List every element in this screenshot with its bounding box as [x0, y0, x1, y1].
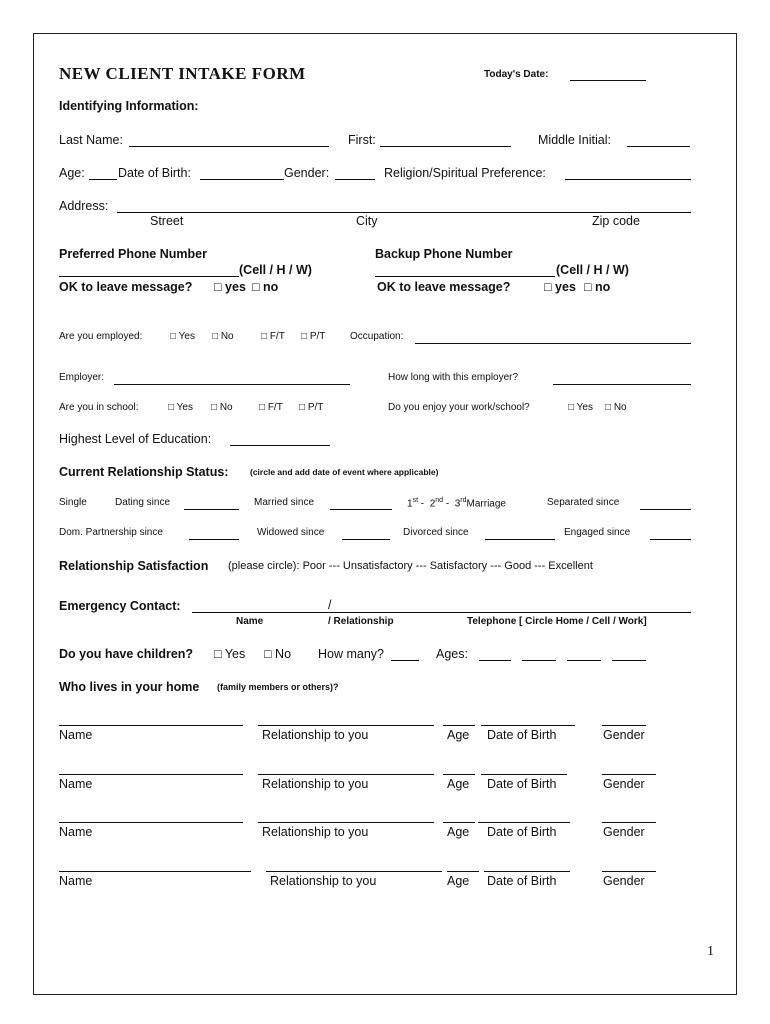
pt-label: P/T [309, 331, 326, 342]
household-heading-note: (family members or others)? [217, 682, 339, 692]
household-dob-caption: Date of Birth [487, 825, 557, 839]
engaged-since-field[interactable] [650, 539, 691, 540]
checkbox-icon: □ [252, 280, 260, 294]
yes-label: Yes [178, 331, 195, 342]
street-caption: Street [150, 214, 184, 228]
household-dob-field[interactable] [484, 871, 570, 872]
household-heading: Who lives in your home [59, 680, 200, 694]
zip-caption: Zip code [592, 214, 640, 228]
household-age-field[interactable] [443, 774, 475, 775]
enjoy-label: Do you enjoy your work/school? [388, 402, 530, 413]
emergency-telephone-caption: Telephone [ Circle Home / Cell / Work] [467, 616, 647, 627]
address-label: Address: [59, 199, 109, 213]
how-long-field[interactable] [553, 384, 691, 385]
employed-ft-option[interactable] [261, 331, 285, 342]
how-many-field[interactable] [391, 660, 419, 661]
preferred-phone-label: Preferred Phone Number [59, 247, 207, 261]
status-dom-partnership-label: Dom. Partnership since [59, 527, 163, 538]
household-age-field[interactable] [443, 725, 475, 726]
household-dob-caption: Date of Birth [487, 777, 557, 791]
emergency-slash: / [328, 598, 332, 612]
checkbox-icon: □ [170, 331, 177, 342]
age-field-2[interactable] [522, 660, 556, 661]
satisfaction-scale[interactable]: (please circle): Poor --- Unsatisfactory --- Satisfactory --- Good --- Excellent [228, 560, 593, 572]
household-name-caption: Name [59, 825, 93, 839]
marriage-word: Marriage [466, 498, 506, 510]
religion-label: Religion/Spiritual Preference: [384, 166, 546, 180]
satisfaction-heading: Relationship Satisfaction [59, 559, 209, 573]
last-name-field[interactable] [129, 146, 329, 147]
marriage-second: 2 [429, 498, 436, 510]
household-age-caption: Age [447, 825, 470, 839]
household-name-caption: Name [59, 874, 93, 888]
page-number: 1 [707, 944, 714, 959]
yes-label: yes [555, 280, 576, 294]
household-relationship-field[interactable] [266, 871, 442, 872]
school-ft-option[interactable] [259, 402, 283, 413]
household-relationship-caption: Relationship to you [270, 874, 377, 888]
employer-field[interactable] [114, 384, 350, 385]
pt-label: P/T [307, 402, 324, 413]
backup-no-option[interactable] [584, 280, 610, 294]
household-dob-caption: Date of Birth [487, 874, 557, 888]
marriage-count[interactable]: 1st - 2nd - 3rdMarriage [407, 497, 506, 510]
yes-label: Yes [176, 402, 193, 413]
household-name-field[interactable] [59, 822, 243, 823]
preferred-phone-field[interactable] [59, 276, 239, 277]
checkbox-icon: □ [544, 280, 552, 294]
backup-phone-label: Backup Phone Number [375, 247, 513, 261]
household-gender-caption: Gender [603, 777, 645, 791]
children-yes-option[interactable] [214, 647, 245, 661]
checkbox-icon: □ [264, 647, 272, 661]
ft-label: F/T [267, 402, 283, 413]
school-yes-option[interactable] [168, 402, 193, 413]
yes-label: Yes [224, 647, 246, 661]
checkbox-icon: □ [214, 647, 222, 661]
age-field-3[interactable] [567, 660, 601, 661]
ages-label: Ages: [436, 647, 468, 661]
household-dob-field[interactable] [481, 774, 567, 775]
children-question: Do you have children? [59, 647, 194, 661]
no-label: No [613, 402, 627, 413]
preferred-phone-type: (Cell / H / W) [239, 263, 312, 277]
employed-no-option[interactable] [212, 331, 234, 342]
household-age-caption: Age [447, 874, 470, 888]
status-divorced-label: Divorced since [403, 527, 469, 538]
first-name-field[interactable] [380, 146, 511, 147]
household-relationship-field[interactable] [258, 774, 434, 775]
checkbox-icon: □ [259, 402, 266, 413]
checkbox-icon: □ [261, 331, 268, 342]
age-field-4[interactable] [612, 660, 646, 661]
household-name-field[interactable] [59, 725, 243, 726]
form-title: NEW CLIENT INTAKE FORM [59, 64, 306, 83]
household-name-caption: Name [59, 728, 93, 742]
household-relationship-caption: Relationship to you [262, 825, 369, 839]
school-no-option[interactable] [211, 402, 233, 413]
household-gender-field[interactable] [602, 725, 646, 726]
status-single[interactable]: Single [59, 497, 87, 508]
no-label: no [595, 280, 611, 294]
separated-since-field[interactable] [640, 509, 691, 510]
status-married-label: Married since [254, 497, 315, 508]
married-since-field[interactable] [330, 509, 392, 510]
status-dating-label: Dating since [115, 497, 171, 508]
household-gender-caption: Gender [603, 728, 645, 742]
how-long-label: How long with this employer? [388, 372, 519, 383]
backup-yes-option[interactable] [544, 280, 576, 294]
checkbox-icon: □ [212, 331, 219, 342]
household-dob-field[interactable] [478, 822, 570, 823]
divorced-since-field[interactable] [485, 539, 555, 540]
household-relationship-caption: Relationship to you [262, 728, 369, 742]
age-field[interactable] [89, 179, 117, 180]
household-gender-field[interactable] [602, 871, 656, 872]
age-field-1[interactable] [479, 660, 511, 661]
household-gender-caption: Gender [603, 874, 645, 888]
ft-label: F/T [269, 331, 285, 342]
gender-label: Gender: [284, 166, 330, 180]
checkbox-icon: □ [301, 331, 308, 342]
household-age-caption: Age [447, 777, 470, 791]
household-relationship-caption: Relationship to you [262, 777, 369, 791]
marriage-third-sup: rd [460, 497, 467, 504]
marriage-third: 3 [454, 498, 461, 510]
emergency-relationship-caption: / Relationship [328, 616, 394, 627]
gender-field[interactable] [335, 179, 375, 180]
yes-label: yes [225, 280, 246, 294]
checkbox-icon: □ [214, 280, 222, 294]
todays-date-field[interactable] [570, 80, 646, 81]
no-label: No [220, 331, 234, 342]
status-widowed-label: Widowed since [257, 527, 325, 538]
yes-label: Yes [576, 402, 593, 413]
todays-date-label: Today's Date: [484, 69, 549, 80]
preferred-ok-message-label: OK to leave message? [59, 280, 193, 294]
preferred-yes-option[interactable] [214, 280, 246, 294]
checkbox-icon: □ [211, 402, 218, 413]
household-gender-caption: Gender [603, 825, 645, 839]
household-dob-caption: Date of Birth [487, 728, 557, 742]
household-age-field[interactable] [447, 871, 479, 872]
education-field[interactable] [230, 445, 330, 446]
household-dob-field[interactable] [481, 725, 575, 726]
no-label: No [275, 647, 292, 661]
backup-ok-message-label: OK to leave message? [377, 280, 511, 294]
dob-field[interactable] [200, 179, 284, 180]
last-name-label: Last Name: [59, 133, 123, 147]
checkbox-icon: □ [568, 402, 575, 413]
school-pt-option[interactable] [299, 402, 323, 413]
marriage-first-sup: st [412, 497, 419, 504]
employer-label: Employer: [59, 372, 105, 383]
checkbox-icon: □ [584, 280, 592, 294]
dating-since-field[interactable] [184, 509, 239, 510]
checkbox-icon: □ [168, 402, 175, 413]
checkbox-icon: □ [299, 402, 306, 413]
dom-partnership-field[interactable] [189, 539, 239, 540]
enjoy-no-option[interactable] [605, 402, 627, 413]
household-relationship-field[interactable] [258, 822, 434, 823]
employed-yes-option[interactable] [170, 331, 195, 342]
emergency-contact-field[interactable] [192, 612, 691, 613]
household-name-field[interactable] [59, 871, 251, 872]
employed-label: Are you employed: [59, 331, 143, 342]
backup-phone-field[interactable] [375, 276, 555, 277]
school-label: Are you in school: [59, 402, 139, 413]
widowed-since-field[interactable] [342, 539, 390, 540]
children-no-option[interactable] [264, 647, 291, 661]
household-gender-field[interactable] [602, 774, 656, 775]
how-many-label: How many? [318, 647, 384, 661]
dob-label: Date of Birth: [118, 166, 191, 180]
religion-field[interactable] [565, 179, 691, 180]
occupation-field[interactable] [415, 343, 691, 344]
middle-initial-field[interactable] [627, 146, 690, 147]
relationship-status-heading: Current Relationship Status: [59, 465, 229, 479]
no-label: No [219, 402, 233, 413]
city-caption: City [356, 214, 378, 228]
status-engaged-label: Engaged since [564, 527, 631, 538]
no-label: no [263, 280, 279, 294]
occupation-label: Occupation: [350, 331, 404, 342]
enjoy-yes-option[interactable] [568, 402, 593, 413]
marriage-second-sup: nd [435, 497, 444, 504]
education-label: Highest Level of Education: [59, 432, 212, 446]
household-relationship-field[interactable] [258, 725, 434, 726]
household-age-field[interactable] [443, 822, 475, 823]
emergency-name-caption: Name [236, 616, 264, 627]
household-name-caption: Name [59, 777, 93, 791]
preferred-no-option[interactable] [252, 280, 278, 294]
first-name-label: First: [348, 133, 376, 147]
middle-initial-label: Middle Initial: [538, 133, 611, 147]
age-label: Age: [59, 166, 85, 180]
checkbox-icon: □ [605, 402, 612, 413]
backup-phone-type: (Cell / H / W) [556, 263, 629, 277]
relationship-status-note: (circle and add date of event where applicable) [250, 467, 439, 477]
identifying-heading: Identifying Information: [59, 99, 199, 113]
marriage-first: 1 [407, 498, 413, 510]
address-field[interactable] [117, 212, 691, 213]
emergency-contact-label: Emergency Contact: [59, 599, 181, 613]
employed-pt-option[interactable] [301, 331, 325, 342]
household-gender-field[interactable] [602, 822, 656, 823]
household-age-caption: Age [447, 728, 470, 742]
household-name-field[interactable] [59, 774, 243, 775]
status-separated-label: Separated since [547, 497, 620, 508]
